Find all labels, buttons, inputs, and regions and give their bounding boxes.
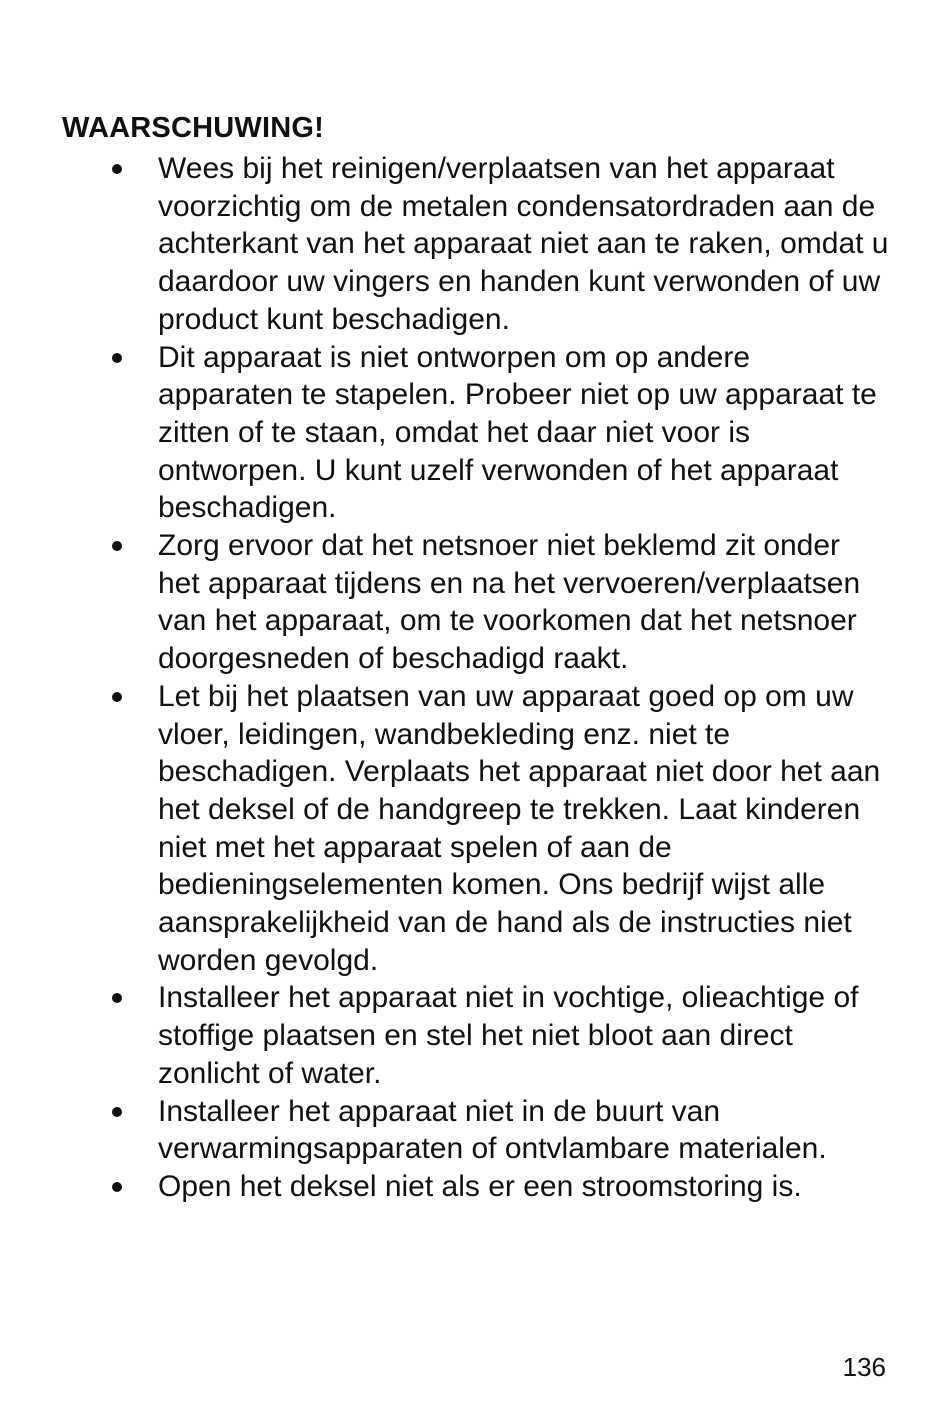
warning-heading: WAARSCHUWING! bbox=[62, 112, 324, 144]
warning-item-text: Dit apparaat is niet ontworpen om op andere apparaten te stapelen. Probeer niet op uw apparaat te zitten of te staan, omdat het daar niet voor is ontworpen. U kunt uzelf verwonden of het apparaat beschadigen. bbox=[158, 340, 877, 525]
bullet-icon bbox=[112, 353, 122, 363]
warning-item-text: Open het deksel niet als er een stroomstoring is. bbox=[158, 1169, 802, 1203]
warning-item bbox=[0, 527, 950, 678]
warning-item bbox=[0, 1168, 950, 1206]
warning-item-text: Installeer het apparaat niet in vochtige, olieachtige of stoffige plaatsen en stel het niet bloot aan direct zonlicht of water. bbox=[158, 981, 859, 1090]
warning-item bbox=[0, 1093, 950, 1168]
warning-item bbox=[0, 339, 950, 528]
bullet-icon bbox=[112, 1107, 122, 1117]
warning-item-text: Let bij het plaatsen van uw apparaat goed op om uw vloer, leidingen, wandbekleding enz. niet te beschadigen. Verplaats het apparaat niet door het aan het deksel of de handgreep te trekken. Laat kinderen niet met het apparaat spelen of aan de bedieningselementen komen. Ons bedrijf wijst alle aansprakelijkheid van de hand als de instructies niet worden gevolgd. bbox=[158, 679, 881, 977]
page-number: 136 bbox=[842, 1352, 886, 1382]
bullet-icon bbox=[112, 541, 122, 551]
warning-item-text: Zorg ervoor dat het netsnoer niet beklemd zit onder het apparaat tijdens en na het vervoeren/verplaatsen van het apparaat, om te voorkomen dat het netsnoer doorgesneden of beschadigd raakt. bbox=[158, 529, 861, 676]
warning-item bbox=[0, 979, 950, 1092]
warning-item bbox=[0, 678, 950, 980]
warning-item-text: Installeer het apparaat niet in de buurt van verwarmingsapparaten of ontvlambare materialen. bbox=[158, 1094, 827, 1166]
bullet-icon bbox=[112, 692, 122, 702]
bullet-icon bbox=[112, 1182, 122, 1192]
warning-item bbox=[0, 150, 950, 339]
bullet-icon bbox=[112, 164, 122, 174]
warning-item-text: Wees bij het reinigen/verplaatsen van het apparaat voorzichtig om de metalen condensatordraden aan de achterkant van het apparaat niet aan te raken, omdat u daardoor uw vingers en handen kunt verwonden of uw product kunt beschadigen. bbox=[158, 152, 889, 336]
warning-list bbox=[0, 150, 950, 1206]
bullet-icon bbox=[112, 993, 122, 1003]
